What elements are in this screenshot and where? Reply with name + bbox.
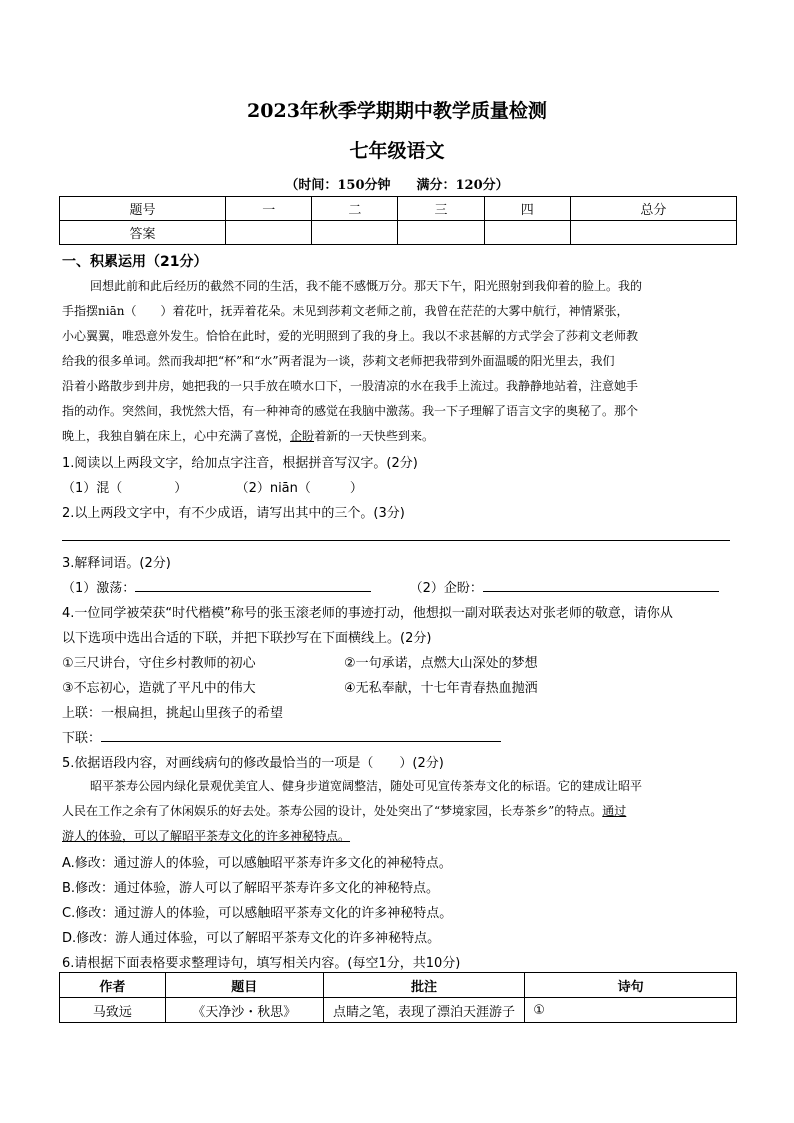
score-input-cell[interactable] [484,221,570,245]
q5-underlined-sentence: 游人的体验，可以了解昭平茶寿文化的许多神秘特点。 [62,829,351,843]
score-input-cell[interactable] [226,221,312,245]
q3-blank-b[interactable] [483,579,719,592]
question-2: 2.以上两段文字中，有不少成语，请写出其中的三个。(3分) [62,506,405,521]
poem-header-cell: 题目 [165,973,323,998]
q2-answer-line[interactable] [62,540,730,541]
q5-option-c[interactable]: C.修改：通过游人的体验，可以感触昭平茶寿文化的许多神秘特点。 [62,906,453,921]
score-table-answer-row [60,221,737,245]
poem-table [59,972,737,1023]
score-input-cell[interactable] [312,221,398,245]
passage-line: 小心翼翼，唯恐意外发生。恰恰在此时，爱的光明照到了我的身上。我以不求甚解的方式学会了莎莉文老师教 [62,329,639,343]
score-table-header-row [60,197,737,221]
passage-line: 回想此前和此后经历的截然不同的生活，我不能不感慨万分。那天下午，阳光照射到我仰着的脸上。我的 [90,279,643,293]
q3-label-a: （1）激荡： [62,581,136,596]
q4-upper-couplet: 上联：一根扁担，挑起山里孩子的希望 [62,706,284,721]
passage-line [62,427,734,444]
passage-line: 手指摆niān（ ）着花叶，抚弄着花朵。未见到莎莉文老师之前，我曾在茫茫的大雾中航行，神情紧张， [62,304,629,318]
q4-option: ④无私奉献，十七年青春热血抛洒 [344,681,538,696]
passage-text: 晚上，我独自躺在床上，心中充满了喜悦， [62,429,291,443]
poem-cell: 点睛之笔，表现了漂泊天涯游子 [323,998,525,1023]
dotted-word: 企盼 [290,429,315,443]
q3-label-b: （2）企盼： [409,581,483,596]
question-3: 3.解释词语。(2分) [62,556,171,571]
poem-header-cell: 作者 [60,973,166,998]
score-cell: 三 [398,197,484,221]
question-1: 1.阅读以上两段文字，给加点字注音，根据拼音写汉字。(2分) [62,456,418,471]
q5-passage-line: 昭平茶寿公园内绿化景观优美宜人、健身步道宽阔整洁，随处可见宣传茶寿文化的标语。它的建成让昭平 [90,779,643,793]
score-input-cell[interactable] [398,221,484,245]
q4-lower-label: 下联： [62,731,102,746]
question-4: 4.一位同学被荣获“时代楷模”称号的张玉滚老师的事迹打动，他想拟一副对联表达对张老师的敬意，请你从 [62,606,673,621]
q5-passage-line [62,802,734,819]
score-input-cell[interactable] [570,221,736,245]
poem-table-row [60,998,737,1023]
q4-option: ②一句承诺，点燃大山深处的梦想 [344,656,538,671]
q5-passage-text: 人民在工作之余有了休闲娱乐的好去处。茶寿公园的设计，处处突出了“梦境家园，长寿茶乡”的特点。 [62,804,603,818]
q4-lower-couplet [62,727,501,746]
poem-answer-cell[interactable]: ① [525,998,737,1023]
q5-option-d[interactable]: D.修改：游人通过体验，可以了解昭平茶寿文化的许多神秘特点。 [62,931,441,946]
q1-answers [62,477,363,496]
q4-option: ①三尺讲台，守住乡村教师的初心 [62,656,256,671]
poem-table-header [60,973,737,998]
q1-answer-a[interactable]: （1）混（ ） [62,481,188,496]
q1-answer-b[interactable]: （2）niān（ ） [235,481,363,496]
poem-cell: 《天净沙・秋思》 [165,998,323,1023]
exam-info: （时间：150分钟 满分：120分） [285,178,509,193]
q3-answers [62,577,719,596]
q5-option-b[interactable]: B.修改：通过体验，游人可以了解昭平茶寿许多文化的神秘特点。 [62,881,440,896]
question-6: 6.请根据下面表格要求整理诗句，填写相关内容。(每空1分，共10分) [62,956,461,971]
poem-cell: 马致远 [60,998,166,1023]
score-cell: 题号 [60,197,226,221]
exam-subtitle: 七年级语文 [349,140,445,162]
score-cell: 二 [312,197,398,221]
passage-line: 给我的很多单词。然而我却把“杯”和“水”两者混为一谈，莎莉文老师把我带到外面温暖的阳光里去，我们 [62,354,615,368]
poem-header-cell: 诗句 [525,973,737,998]
score-cell: 总分 [570,197,736,221]
exam-title: 2023年秋季学期期中教学质量检测 [247,100,547,122]
q4-option: ③不忘初心，造就了平凡中的伟大 [62,681,256,696]
poem-header-cell: 批注 [323,973,525,998]
q5-option-a[interactable]: A.修改：通过游人的体验，可以感触昭平茶寿许多文化的神秘特点。 [62,856,452,871]
score-cell: 答案 [60,221,226,245]
passage-line: 沿着小路散步到井房，她把我的一只手放在喷水口下，一股清凉的水在我手上流过。我静静地站着，注意她手 [62,379,639,393]
q3-blank-a[interactable] [135,579,371,592]
passage-text: 着新的一天快些到来。 [314,429,435,443]
score-cell: 四 [484,197,570,221]
score-table [59,196,737,245]
score-cell: 一 [226,197,312,221]
q4-lower-blank[interactable] [101,729,501,742]
passage-line: 指的动作。突然间，我恍然大悟，有一种神奇的感觉在我脑中激荡。我一下子理解了语言文字的奥秘了。那个 [62,404,639,418]
question-4-cont: 以下选项中选出合适的下联，并把下联抄写在下面横线上。(2分) [62,631,432,646]
section-heading: 一、积累运用（21分） [62,254,208,270]
question-5: 5.依据语段内容，对画线病句的修改最恰当的一项是（ ）(2分) [62,756,444,771]
q5-underlined-sentence: 通过 [602,804,627,818]
